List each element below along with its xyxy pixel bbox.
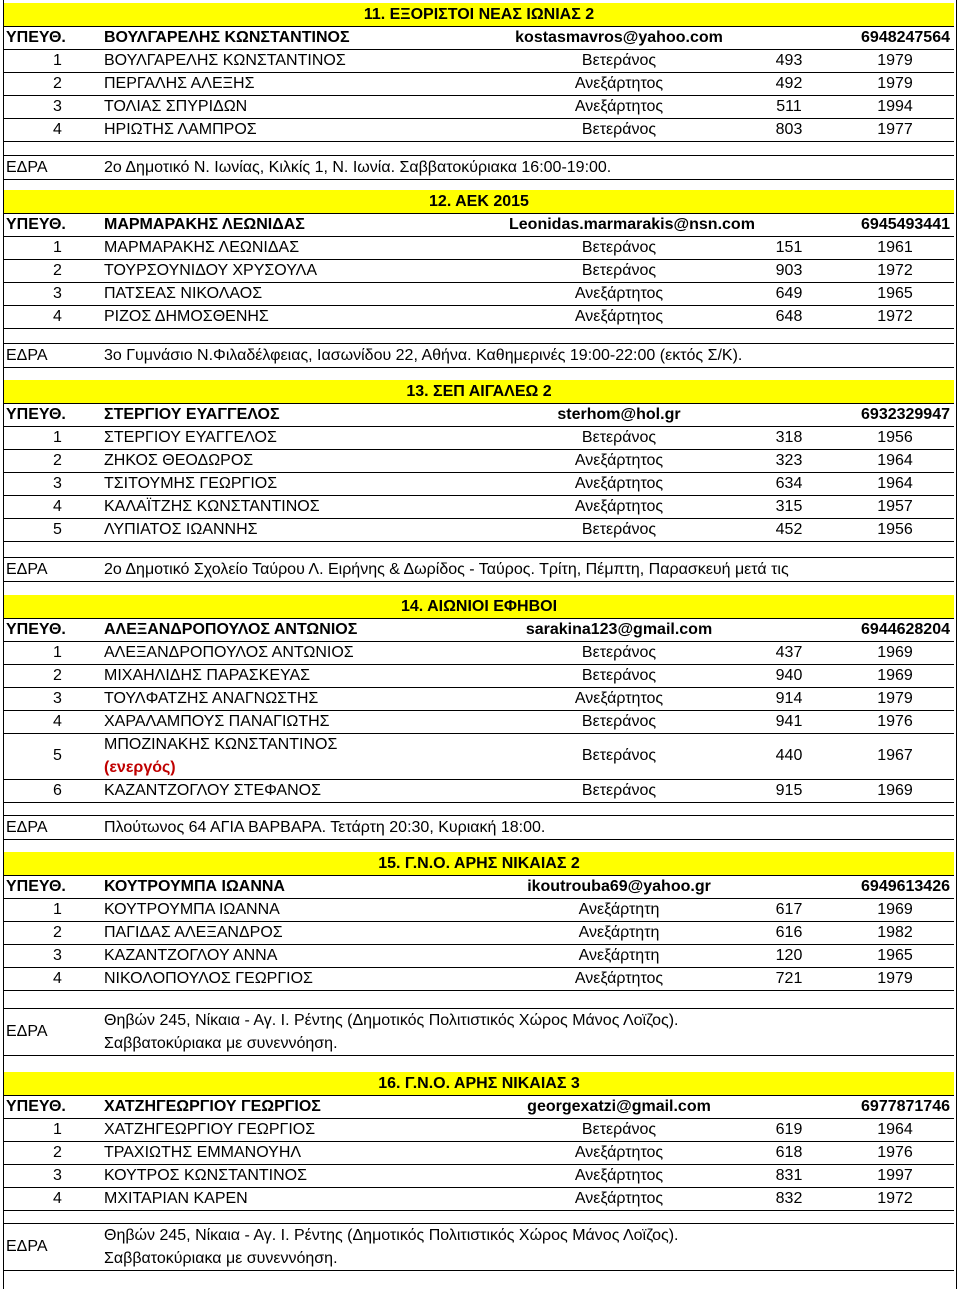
player-name: ΗΡΙΩΤΗΣ ΛΑΜΠΡΟΣ bbox=[104, 121, 257, 138]
responsible-name: ΣΤΕΡΓΙΟΥ ΕΥΑΓΓΕΛΟΣ bbox=[104, 406, 280, 423]
seat-address-line: Σαββατοκύριακα με συνεννόηση. bbox=[104, 1035, 338, 1052]
player-status: Ανεξάρτητος bbox=[574, 308, 664, 325]
player-code: 318 bbox=[775, 429, 803, 446]
player-name: ΚΑΖΑΝΤΖΟΓΛΟΥ ΑΝΝΑ bbox=[104, 947, 278, 964]
player-number: 3 bbox=[53, 947, 62, 964]
club-title-row bbox=[4, 190, 954, 214]
responsible-email: georgexatzi@gmail.com bbox=[527, 1098, 711, 1115]
player-name: ΤΟΛΙΑΣ ΣΠΥΡΙΔΩΝ bbox=[104, 98, 248, 115]
player-status: Βετεράνος bbox=[581, 429, 657, 446]
responsible-row bbox=[4, 1095, 954, 1119]
player-code: 648 bbox=[775, 308, 803, 325]
responsible-phone: 6977871746 bbox=[861, 1098, 950, 1115]
player-year: 1957 bbox=[877, 498, 913, 515]
responsible-email: kostasmavros@yahoo.com bbox=[515, 29, 723, 46]
player-status: Βετεράνος bbox=[581, 747, 657, 764]
seat-address-line: Θηβών 245, Νίκαια - Αγ. Ι. Ρέντης (Δημοτικός Πολιτιστικός Χώρος Μάνος Λοϊζος). bbox=[104, 1227, 679, 1244]
player-status: Βετεράνος bbox=[581, 239, 657, 256]
seat-row bbox=[4, 557, 954, 582]
player-row bbox=[4, 282, 954, 306]
player-name: ΣΤΕΡΓΙΟΥ ΕΥΑΓΓΕΛΟΣ bbox=[104, 429, 277, 446]
responsible-phone: 6945493441 bbox=[861, 216, 950, 233]
seat-row bbox=[4, 815, 954, 840]
seat-label: ΕΔΡΑ bbox=[6, 819, 48, 836]
player-code: 151 bbox=[775, 239, 803, 256]
player-row bbox=[4, 449, 954, 473]
player-name: ΠΑΓΙΔΑΣ ΑΛΕΞΑΝΔΡΟΣ bbox=[104, 924, 283, 941]
player-name: ΚΑΖΑΝΤΖΟΓΛΟΥ ΣΤΕΦΑΝΟΣ bbox=[104, 782, 321, 799]
player-row bbox=[4, 1141, 954, 1165]
club-title: 11. ΕΞΟΡΙΣΤΟΙ ΝΕΑΣ ΙΩΝΙΑΣ 2 bbox=[363, 6, 595, 23]
player-note: (ενεργός) bbox=[104, 759, 176, 776]
player-number: 4 bbox=[53, 498, 62, 515]
player-row bbox=[4, 95, 954, 119]
responsible-label: ΥΠΕΥΘ. bbox=[6, 1098, 66, 1115]
player-number: 2 bbox=[53, 667, 62, 684]
player-number: 5 bbox=[53, 521, 62, 538]
seat-address-line: 2ο Δημοτικό Ν. Ιωνίας, Κιλκίς 1, Ν. Ιωνία. Σαββατοκύριακα 16:00-19:00. bbox=[104, 159, 612, 176]
club-title-row bbox=[4, 380, 954, 404]
seat-address-line: Θηβών 245, Νίκαια - Αγ. Ι. Ρέντης (Δημοτικός Πολιτιστικός Χώρος Μάνος Λοϊζος). bbox=[104, 1012, 679, 1029]
responsible-email: sarakina123@gmail.com bbox=[525, 621, 713, 638]
player-row bbox=[4, 236, 954, 260]
player-number: 5 bbox=[53, 747, 62, 764]
player-code: 493 bbox=[775, 52, 803, 69]
player-year: 1979 bbox=[877, 970, 913, 987]
player-code: 803 bbox=[775, 121, 803, 138]
player-name: ΖΗΚΟΣ ΘΕΟΔΩΡΟΣ bbox=[104, 452, 254, 469]
responsible-name: ΜΑΡΜΑΡΑΚΗΣ ΛΕΩΝΙΔΑΣ bbox=[104, 216, 305, 233]
player-status: Βετεράνος bbox=[581, 521, 657, 538]
player-code: 492 bbox=[775, 75, 803, 92]
player-status: Βετεράνος bbox=[581, 667, 657, 684]
player-name: ΚΟΥΤΡΟΥΜΠΑ ΙΩΑΝΝΑ bbox=[104, 901, 280, 918]
player-code: 618 bbox=[775, 1144, 803, 1161]
player-year: 1967 bbox=[877, 747, 913, 764]
player-status: Βετεράνος bbox=[581, 52, 657, 69]
player-code: 452 bbox=[775, 521, 803, 538]
responsible-label: ΥΠΕΥΘ. bbox=[6, 621, 66, 638]
player-year: 1964 bbox=[877, 475, 913, 492]
player-name: ΠΕΡΓΑΛΗΣ ΑΛΕΞΗΣ bbox=[104, 75, 255, 92]
responsible-phone: 6949613426 bbox=[861, 878, 950, 895]
player-row bbox=[4, 259, 954, 283]
player-status: Ανεξάρτητη bbox=[578, 924, 660, 941]
player-code: 616 bbox=[775, 924, 803, 941]
player-row bbox=[4, 733, 954, 780]
seat-address-line: Σαββατοκύριακα με συνεννόηση. bbox=[104, 1250, 338, 1267]
responsible-name: ΑΛΕΞΑΝΔΡΟΠΟΥΛΟΣ ΑΝΤΩΝΙΟΣ bbox=[104, 621, 358, 638]
player-name: ΤΟΥΛΦΑΤΖΗΣ ΑΝΑΓΝΩΣΤΗΣ bbox=[104, 690, 319, 707]
player-row bbox=[4, 472, 954, 496]
player-name: ΜΧΙΤΑΡΙΑΝ ΚΑΡΕΝ bbox=[104, 1190, 248, 1207]
player-year: 1969 bbox=[877, 667, 913, 684]
player-number: 3 bbox=[53, 475, 62, 492]
player-status: Ανεξάρτητος bbox=[574, 475, 664, 492]
player-code: 721 bbox=[775, 970, 803, 987]
seat-row bbox=[4, 155, 954, 180]
player-name: ΧΑΡΑΛΑΜΠΟΥΣ ΠΑΝΑΓΙΩΤΗΣ bbox=[104, 713, 330, 730]
player-status: Ανεξάρτητος bbox=[574, 1144, 664, 1161]
player-number: 4 bbox=[53, 970, 62, 987]
player-year: 1972 bbox=[877, 1190, 913, 1207]
player-row bbox=[4, 495, 954, 519]
seat-address-line: 3ο Γυμνάσιο Ν.Φιλαδέλφειας, Ιασωνίδου 22, Αθήνα. Καθημερινές 19:00-22:00 (εκτός Σ/Κ). bbox=[104, 347, 743, 364]
player-status: Βετεράνος bbox=[581, 1121, 657, 1138]
responsible-label: ΥΠΕΥΘ. bbox=[6, 406, 66, 423]
player-name: ΤΟΥΡΣΟΥΝΙΔΟΥ ΧΡΥΣΟΥΛΑ bbox=[104, 262, 318, 279]
player-row bbox=[4, 1164, 954, 1188]
player-code: 619 bbox=[775, 1121, 803, 1138]
player-number: 4 bbox=[53, 308, 62, 325]
player-year: 1961 bbox=[877, 239, 913, 256]
player-code: 903 bbox=[775, 262, 803, 279]
player-name: ΝΙΚΟΛΟΠΟΥΛΟΣ ΓΕΩΡΓΙΟΣ bbox=[104, 970, 313, 987]
player-code: 634 bbox=[775, 475, 803, 492]
player-year: 1965 bbox=[877, 285, 913, 302]
player-number: 3 bbox=[53, 1167, 62, 1184]
responsible-name: ΧΑΤΖΗΓΕΩΡΓΙΟΥ ΓΕΩΡΓΙΟΣ bbox=[104, 1098, 321, 1115]
player-year: 1972 bbox=[877, 262, 913, 279]
player-status: Βετεράνος bbox=[581, 121, 657, 138]
responsible-email: Leonidas.marmarakis@nsn.com bbox=[509, 216, 755, 233]
responsible-row bbox=[4, 618, 954, 642]
player-status: Ανεξάρτητος bbox=[574, 75, 664, 92]
player-number: 6 bbox=[53, 782, 62, 799]
player-name: ΜΑΡΜΑΡΑΚΗΣ ΛΕΩΝΙΔΑΣ bbox=[104, 239, 300, 256]
player-status: Ανεξάρτητος bbox=[574, 1167, 664, 1184]
player-code: 915 bbox=[775, 782, 803, 799]
responsible-row bbox=[4, 875, 954, 899]
player-year: 1972 bbox=[877, 308, 913, 325]
seat-label: ΕΔΡΑ bbox=[6, 159, 48, 176]
player-row bbox=[4, 518, 954, 542]
player-row bbox=[4, 967, 954, 991]
club-title: 15. Γ.Ν.Ο. ΑΡΗΣ ΝΙΚΑΙΑΣ 2 bbox=[378, 855, 580, 872]
player-number: 2 bbox=[53, 1144, 62, 1161]
responsible-phone: 6948247564 bbox=[861, 29, 950, 46]
player-number: 2 bbox=[53, 924, 62, 941]
player-code: 440 bbox=[775, 747, 803, 764]
seat-label: ΕΔΡΑ bbox=[6, 561, 48, 578]
responsible-email: ikoutrouba69@yahoo.gr bbox=[527, 878, 711, 895]
responsible-label: ΥΠΕΥΘ. bbox=[6, 29, 66, 46]
player-year: 1982 bbox=[877, 924, 913, 941]
club-title: 13. ΣΕΠ ΑΙΓΑΛΕΩ 2 bbox=[406, 383, 552, 400]
club-title: 12. ΑΕΚ 2015 bbox=[429, 193, 529, 210]
player-row bbox=[4, 305, 954, 329]
player-number: 4 bbox=[53, 1190, 62, 1207]
player-code: 323 bbox=[775, 452, 803, 469]
player-code: 315 bbox=[775, 498, 803, 515]
player-row bbox=[4, 426, 954, 450]
player-code: 831 bbox=[775, 1167, 803, 1184]
player-status: Ανεξάρτητη bbox=[578, 901, 660, 918]
player-status: Ανεξάρτητος bbox=[574, 970, 664, 987]
player-name: ΛΥΠΙΑΤΟΣ ΙΩΑΝΝΗΣ bbox=[104, 521, 258, 538]
player-status: Ανεξάρτητος bbox=[574, 690, 664, 707]
player-status: Βετεράνος bbox=[581, 644, 657, 661]
player-row bbox=[4, 118, 954, 142]
responsible-label: ΥΠΕΥΘ. bbox=[6, 878, 66, 895]
player-code: 617 bbox=[775, 901, 803, 918]
player-row bbox=[4, 72, 954, 96]
player-number: 3 bbox=[53, 98, 62, 115]
player-number: 4 bbox=[53, 121, 62, 138]
player-name: ΑΛΕΞΑΝΔΡΟΠΟΥΛΟΣ ΑΝΤΩΝΙΟΣ bbox=[104, 644, 354, 661]
club-title-row bbox=[4, 3, 954, 27]
player-year: 1979 bbox=[877, 75, 913, 92]
player-status: Ανεξάρτητος bbox=[574, 98, 664, 115]
player-year: 1964 bbox=[877, 1121, 913, 1138]
club-title-row bbox=[4, 852, 954, 876]
player-row bbox=[4, 710, 954, 734]
player-row bbox=[4, 779, 954, 803]
player-status: Βετεράνος bbox=[581, 262, 657, 279]
player-number: 2 bbox=[53, 75, 62, 92]
responsible-phone: 6944628204 bbox=[861, 621, 950, 638]
player-row bbox=[4, 944, 954, 968]
player-year: 1977 bbox=[877, 121, 913, 138]
responsible-name: ΚΟΥΤΡΟΥΜΠΑ ΙΩΑΝΝΑ bbox=[104, 878, 285, 895]
seat-address-line: 2ο Δημοτικό Σχολείο Ταύρου Λ. Ειρήνης & Δωρίδος - Ταύρος. Τρίτη, Πέμπτη, Παρασκευή μετά τις bbox=[104, 561, 789, 578]
club-title: 14. ΑΙΩΝΙΟΙ ΕΦΗΒΟΙ bbox=[400, 598, 558, 615]
club-title-row bbox=[4, 1072, 954, 1096]
player-number: 1 bbox=[53, 901, 62, 918]
player-code: 120 bbox=[775, 947, 803, 964]
responsible-row bbox=[4, 26, 954, 50]
player-code: 941 bbox=[775, 713, 803, 730]
player-code: 649 bbox=[775, 285, 803, 302]
player-row bbox=[4, 921, 954, 945]
player-number: 1 bbox=[53, 1121, 62, 1138]
responsible-name: ΒΟΥΛΓΑΡΕΛΗΣ ΚΩΝΣΤΑΝΤΙΝΟΣ bbox=[104, 29, 350, 46]
player-code: 437 bbox=[775, 644, 803, 661]
player-status: Ανεξάρτητος bbox=[574, 1190, 664, 1207]
seat-row bbox=[4, 1008, 954, 1056]
player-number: 1 bbox=[53, 239, 62, 256]
player-year: 1969 bbox=[877, 644, 913, 661]
seat-address-line: Πλούτωνος 64 ΑΓΙΑ ΒΑΡΒΑΡΑ. Τετάρτη 20:30, Κυριακή 18:00. bbox=[104, 819, 546, 836]
player-number: 1 bbox=[53, 429, 62, 446]
player-code: 940 bbox=[775, 667, 803, 684]
player-year: 1956 bbox=[877, 429, 913, 446]
player-row bbox=[4, 898, 954, 922]
player-name: ΜΠΟΖΙΝΑΚΗΣ ΚΩΝΣΤΑΝΤΙΝΟΣ bbox=[104, 736, 338, 753]
seat-row bbox=[4, 1223, 954, 1271]
player-number: 3 bbox=[53, 690, 62, 707]
player-number: 4 bbox=[53, 713, 62, 730]
player-status: Ανεξάρτητος bbox=[574, 498, 664, 515]
player-year: 1997 bbox=[877, 1167, 913, 1184]
club-title-row bbox=[4, 595, 954, 619]
responsible-row bbox=[4, 403, 954, 427]
player-name: ΤΣΙΤΟΥΜΗΣ ΓΕΩΡΓΙΟΣ bbox=[104, 475, 278, 492]
player-code: 511 bbox=[776, 98, 802, 115]
player-year: 1994 bbox=[877, 98, 913, 115]
player-status: Ανεξάρτητος bbox=[574, 285, 664, 302]
player-row bbox=[4, 1118, 954, 1142]
club-title: 16. Γ.Ν.Ο. ΑΡΗΣ ΝΙΚΑΙΑΣ 3 bbox=[378, 1075, 580, 1092]
player-status: Ανεξάρτητη bbox=[578, 947, 660, 964]
seat-label: ΕΔΡΑ bbox=[6, 1023, 48, 1040]
player-name: ΜΙΧΑΗΛΙΔΗΣ ΠΑΡΑΣΚΕΥΑΣ bbox=[104, 667, 311, 684]
player-number: 2 bbox=[53, 452, 62, 469]
player-row bbox=[4, 687, 954, 711]
player-number: 3 bbox=[53, 285, 62, 302]
player-number: 1 bbox=[53, 52, 62, 69]
player-name: ΧΑΤΖΗΓΕΩΡΓΙΟΥ ΓΕΩΡΓΙΟΣ bbox=[104, 1121, 316, 1138]
player-name: ΠΑΤΣΕΑΣ ΝΙΚΟΛΑΟΣ bbox=[104, 285, 263, 302]
player-name: ΡΙΖΟΣ ΔΗΜΟΣΘΕΝΗΣ bbox=[104, 308, 269, 325]
player-year: 1969 bbox=[877, 901, 913, 918]
player-year: 1979 bbox=[877, 690, 913, 707]
player-status: Ανεξάρτητος bbox=[574, 452, 664, 469]
player-code: 914 bbox=[775, 690, 803, 707]
responsible-email: sterhom@hol.gr bbox=[557, 406, 681, 423]
player-name: ΚΟΥΤΡΟΣ ΚΩΝΣΤΑΝΤΙΝΟΣ bbox=[104, 1167, 308, 1184]
player-name: ΤΡΑΧΙΩΤΗΣ ΕΜΜΑΝΟΥΗΛ bbox=[104, 1144, 302, 1161]
responsible-row bbox=[4, 213, 954, 237]
player-year: 1965 bbox=[877, 947, 913, 964]
player-year: 1979 bbox=[877, 52, 913, 69]
player-status: Βετεράνος bbox=[581, 782, 657, 799]
player-status: Βετεράνος bbox=[581, 713, 657, 730]
player-year: 1969 bbox=[877, 782, 913, 799]
player-number: 1 bbox=[53, 644, 62, 661]
player-row bbox=[4, 641, 954, 665]
player-code: 832 bbox=[775, 1190, 803, 1207]
player-year: 1956 bbox=[877, 521, 913, 538]
responsible-phone: 6932329947 bbox=[861, 406, 950, 423]
player-number: 2 bbox=[53, 262, 62, 279]
seat-row bbox=[4, 343, 954, 368]
player-row bbox=[4, 49, 954, 73]
player-row bbox=[4, 1187, 954, 1211]
player-name: ΚΑΛΑΪΤΖΗΣ ΚΩΝΣΤΑΝΤΙΝΟΣ bbox=[104, 498, 320, 515]
seat-label: ΕΔΡΑ bbox=[6, 1238, 48, 1255]
player-row bbox=[4, 664, 954, 688]
player-year: 1976 bbox=[877, 1144, 913, 1161]
player-name: ΒΟΥΛΓΑΡΕΛΗΣ ΚΩΝΣΤΑΝΤΙΝΟΣ bbox=[104, 52, 346, 69]
player-year: 1964 bbox=[877, 452, 913, 469]
seat-label: ΕΔΡΑ bbox=[6, 347, 48, 364]
responsible-label: ΥΠΕΥΘ. bbox=[6, 216, 66, 233]
player-year: 1976 bbox=[877, 713, 913, 730]
